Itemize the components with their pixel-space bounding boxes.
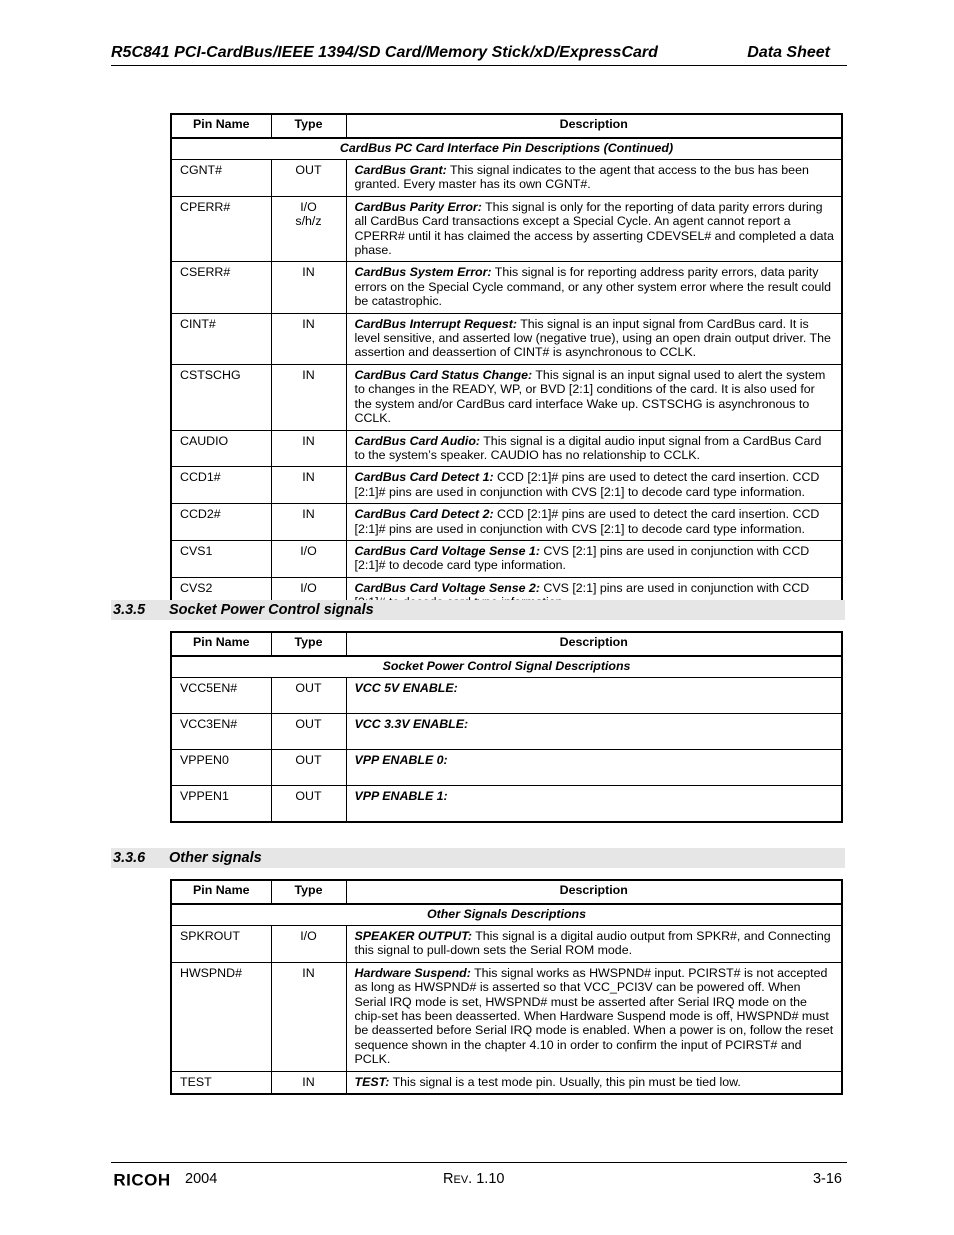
- table-row: [171, 262, 842, 313]
- table-row: [171, 714, 842, 750]
- pin-type: OUT: [271, 160, 346, 197]
- pin-type: OUT: [271, 714, 346, 750]
- signal-text: This signal indicates to the agent that access to the bus has been granted. Every master has its own CGNT#.: [354, 163, 809, 192]
- signal-label: CardBus Parity Error:: [354, 199, 482, 214]
- signal-label: CardBus Card Status Change:: [354, 367, 533, 382]
- pin-name: CCD2#: [171, 504, 271, 541]
- signal-label: Hardware Suspend:: [354, 965, 471, 980]
- table-row: [171, 750, 842, 786]
- table-row: [171, 364, 842, 430]
- pin-description: [346, 926, 842, 963]
- footer-revision: [443, 1171, 504, 1187]
- signal-text: This signal is a test mode pin. Usually, this pin must be tied low.: [389, 1074, 741, 1089]
- pin-type: IN: [271, 262, 346, 313]
- document-title: R5C841 PCI-CardBus/IEEE 1394/SD Card/Memory Stick/xD/ExpressCard: [111, 44, 658, 61]
- signal-label: CardBus Interrupt Request:: [354, 316, 517, 331]
- pin-type: IN: [271, 1071, 346, 1094]
- signal-label: TEST:: [354, 1074, 390, 1089]
- pin-name: VCC3EN#: [171, 714, 271, 750]
- section-number: 3.3.5: [113, 602, 146, 618]
- logo-text: RICOH: [113, 1171, 171, 1188]
- pin-description: [346, 364, 842, 430]
- signal-label: CardBus Card Voltage Sense 2:: [354, 580, 540, 595]
- col-header-pin-name: Pin Name: [171, 114, 271, 138]
- pin-type: [271, 196, 346, 262]
- col-header-type: Type: [271, 114, 346, 138]
- group-header: CardBus PC Card Interface Pin Descriptions (Continued): [171, 138, 842, 160]
- signal-text: This signal is an input signal from CardBus card. It is level sensitive, and asserted low (negative true), using an open drain output driver. The assertion and deassertion of CINT# is asynchronous to CCLK.: [354, 316, 831, 360]
- pin-type: IN: [271, 430, 346, 467]
- section-title: Other signals: [169, 850, 262, 866]
- pin-description: [346, 786, 842, 822]
- signal-label: CardBus Grant:: [354, 163, 447, 177]
- signal-label: CardBus System Error:: [354, 265, 492, 280]
- signal-label: CardBus Card Voltage Sense 1:: [354, 543, 540, 558]
- pin-description: [346, 262, 842, 313]
- col-header-type: Type: [271, 632, 346, 656]
- signal-text: CCD [2:1]# pins are used to detect the card insertion. CCD [2:1]# pins are used in conjunction with CVS [2:1] to decode card type information.: [354, 470, 820, 499]
- signal-text: CVS [2:1] pins are used in conjunction with CCD: [543, 580, 810, 595]
- pin-name: CVS2: [171, 577, 271, 614]
- col-header-description: Description: [346, 880, 842, 904]
- signal-text: CCD [2:1]# pins are used to detect the card insertion. CCD [2:1]# pins are used in conjunction with CVS [2:1] to decode card type information.: [354, 507, 820, 536]
- table-row: [171, 430, 842, 467]
- table-row: [171, 786, 842, 822]
- table-row: [171, 196, 842, 262]
- signal-label: CardBus Card Detect 1:: [354, 470, 494, 485]
- signal-label: VPP ENABLE 0:: [354, 753, 448, 767]
- pin-name: CPERR#: [171, 196, 271, 262]
- signal-text: This signal works as HWSPND# input. PCIRST# is not accepted as long as HWSPND# is asserted so that VCC_PCI3V can be powered off. When Serial IRQ mode is set, HWSPND# must be asserted after Serial IRQ mode on the chip-set has been deasserted. When Hardware Suspend mode is off, HWSPND# must be deasserted before Serial IRQ mode is enabled. When a power is on, follow the reset sequence shown in the chapter 4.10 in order to confirm the input of PCIRST# and PCLK.: [354, 965, 834, 1067]
- other-pin-table: [170, 879, 843, 1095]
- pin-type: IN: [271, 313, 346, 364]
- signal-label: CardBus Card Audio:: [354, 433, 481, 448]
- table-row: [171, 962, 842, 1071]
- rev-smallcaps: EV: [453, 1174, 469, 1186]
- pin-name: VCC5EN#: [171, 678, 271, 714]
- table-row: [171, 160, 842, 197]
- pin-description: [346, 962, 842, 1071]
- pin-type: I/O: [271, 540, 346, 577]
- group-header: Other Signals Descriptions: [171, 904, 842, 926]
- pin-description: [346, 430, 842, 467]
- power-pin-table: [170, 631, 843, 823]
- page-header: [111, 43, 847, 66]
- pin-type: I/O: [271, 926, 346, 963]
- pin-description: [346, 160, 842, 197]
- pin-description: [346, 196, 842, 262]
- signal-text: This signal is an input signal used to alert the system to changes in the READY, WP, or BVD [2:1] conditions of the card. It is also used for the system and/or CardBus card interface Wake up. CSTSCHG is asynchronous to CCLK.: [354, 367, 826, 426]
- signal-text: This signal is a digital audio output from SPKR#, and Connecting this signal to pull-down sets the Serial ROM mode.: [354, 929, 831, 958]
- pin-name: CINT#: [171, 313, 271, 364]
- pin-description: [346, 750, 842, 786]
- signal-text: CVS [2:1] pins are used in conjunction with CCD [2:1]# to decode card type information.: [354, 543, 810, 573]
- signal-text: This signal is for reporting address parity errors, data parity errors on the Special Cycle command, or any other system error where the result could be catastrophic.: [354, 265, 832, 309]
- col-header-type: Type: [271, 880, 346, 904]
- col-header-description: Description: [346, 632, 842, 656]
- pin-name: CCD1#: [171, 467, 271, 504]
- group-header: Socket Power Control Signal Descriptions: [171, 656, 842, 678]
- signal-label: SPEAKER OUTPUT:: [354, 929, 472, 943]
- section-number: 3.3.6: [113, 850, 146, 866]
- pin-type: IN: [271, 504, 346, 541]
- page-number: 3-16: [812, 1171, 842, 1187]
- pin-name: TEST: [171, 1071, 271, 1094]
- col-header-description: Description: [346, 114, 842, 138]
- pin-description: [346, 678, 842, 714]
- pin-description: [346, 313, 842, 364]
- section-heading-335: [111, 600, 845, 620]
- pin-name: CAUDIO: [171, 430, 271, 467]
- table-row: [171, 678, 842, 714]
- table-row: [171, 1071, 842, 1094]
- pin-type: IN: [271, 962, 346, 1071]
- section-title: Socket Power Control signals: [169, 602, 374, 618]
- col-header-pin-name: Pin Name: [171, 880, 271, 904]
- signal-text: This signal is a digital audio input signal from a CardBus Card to the system’s speaker. CAUDIO has no relationship to CCLK.: [354, 433, 822, 462]
- ricoh-logo: [111, 1171, 173, 1188]
- signal-label: CardBus Card Detect 2:: [354, 507, 494, 522]
- pin-type-line1: I/O: [300, 199, 317, 214]
- rev-number: . 1.10: [468, 1171, 505, 1187]
- section-heading-336: [111, 848, 845, 868]
- pin-type: OUT: [271, 786, 346, 822]
- pin-description: [346, 1071, 842, 1094]
- pin-type-line2: s/h/z: [295, 214, 322, 229]
- pin-description: [346, 467, 842, 504]
- pin-name: CSTSCHG: [171, 364, 271, 430]
- table-row: [171, 540, 842, 577]
- pin-name: CVS1: [171, 540, 271, 577]
- signal-label: VPP ENABLE 1:: [354, 789, 448, 803]
- pin-name: SPKROUT: [171, 926, 271, 963]
- pin-name: VPPEN0: [171, 750, 271, 786]
- footer-year: 2004: [185, 1171, 218, 1187]
- pin-description: [346, 504, 842, 541]
- pin-type: OUT: [271, 750, 346, 786]
- pin-type: OUT: [271, 678, 346, 714]
- pin-name: CGNT#: [171, 160, 271, 197]
- cardbus-pin-table: [170, 113, 843, 616]
- pin-name: CSERR#: [171, 262, 271, 313]
- document-type: Data Sheet: [747, 44, 830, 61]
- page-footer: [111, 1162, 847, 1193]
- signal-label: VCC 3.3V ENABLE:: [354, 717, 469, 731]
- pin-type: I/O: [271, 577, 346, 614]
- pin-description: [346, 540, 842, 577]
- rev-initial: R: [443, 1171, 454, 1187]
- signal-label: VCC 5V ENABLE:: [354, 681, 458, 695]
- pin-type: IN: [271, 364, 346, 430]
- table-row: [171, 313, 842, 364]
- pin-type: IN: [271, 467, 346, 504]
- pin-name: VPPEN1: [171, 786, 271, 822]
- pin-name: HWSPND#: [171, 962, 271, 1071]
- table-row: [171, 467, 842, 504]
- table-row: [171, 504, 842, 541]
- table-row: [171, 926, 842, 963]
- signal-text: This signal is only for the reporting of data parity errors during all CardBus Card transactions except a Special Cycle. An agent cannot report a CPERR# until it has claimed the access by asserting CDEVSEL# and completed a data phase.: [354, 199, 834, 258]
- pin-description: [346, 714, 842, 750]
- col-header-pin-name: Pin Name: [171, 632, 271, 656]
